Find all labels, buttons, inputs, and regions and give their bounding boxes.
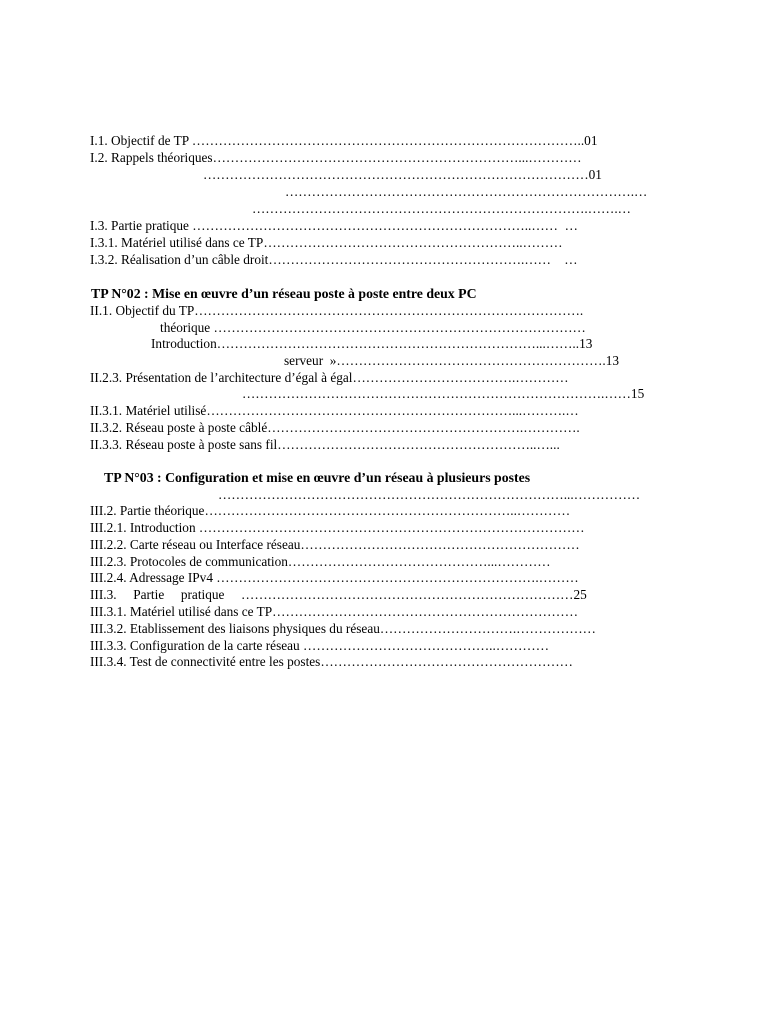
section-heading-tp02: TP N°02 : Mise en œuvre d’un réseau poste à poste entre deux PC [91,286,477,301]
toc-entry-II-1: II.1. Objectif du TP……………………………………………………………………………. [90,303,584,318]
toc-entry-II-2-3: II.2.3. Présentation de l’architecture d’égal à égal……………………………….………… [90,370,569,385]
toc-entry-III-2-2: III.2.2. Carte réseau ou Interface réseau……………………………………………………… [90,537,580,552]
toc-entry-II-3-2: II.3.2. Réseau poste à poste câblé………………………………………………….…………. [90,420,580,435]
toc-entry-I-2-sub-c: ………………………………………………………………….…….… [252,201,631,216]
toc-entry-I-2: I.2. Rappels théoriques……………………………………………………………...………… [90,150,582,165]
toc-entry-II-2-1: Introduction………………………………………………………………...……..13 [151,336,593,351]
toc-entry-III-3: III.3. Partie pratique …………………………………………………………………25 [90,587,587,602]
toc-entry-II-2: théorique ………………………………………………………………………… [160,320,586,335]
toc-entry-III-3-4: III.3.4. Test de connectivité entre les postes………………………………………………… [90,654,573,669]
toc-entry-III-3-2: III.3.2. Etablissement des liaisons physiques du réseau………………………….……………… [90,621,596,636]
toc-entry-III-2-4: III.2.4. Adressage IPv4 ……………………………………………………………….……… [90,570,579,585]
toc-entry-I-3-2: I.3.2. Réalisation d’un câble droit………………………………………………….…… … [90,252,578,267]
toc-entry-I-3: I.3. Partie pratique …………………………………………………………………..…… … [90,218,578,233]
toc-entry-III-2: III.2. Partie théorique……………………………………………………………..………… [90,503,571,518]
toc-entry-I-3-1: I.3.1. Matériel utilisé dans ce TP…………………………………………………..……… [90,235,563,250]
toc-entry-I-2-sub-a: ……………………………………………………………………………01 [203,167,602,182]
toc-entry-II-3-1: II.3.1. Matériel utilisé……………………………………………………………...……….… [90,403,579,418]
toc-entry-I-2-sub-b: …………………………………………………………………….… [285,184,648,199]
toc-entry-III-2-3: III.2.3. Protocoles de communication………………………………………...………… [90,554,551,569]
toc-entry-II-2-2: serveur »…………………………………………………….13 [284,353,619,368]
toc-entry-III-3-3: III.3.3. Configuration de la carte réseau ……………………………………..………… [90,638,550,653]
toc-entry-III-1: ……………………………………………………………………...…………… [218,487,641,502]
toc-entry-I-1: I.1. Objectif de TP ……………………………………………………………………………..01 [90,133,598,148]
toc-entry-II-3: ……………………………………………………………………….……15 [242,386,645,401]
toc-entry-II-3-3: II.3.3. Réseau poste à poste sans fil…………………………………………………..…... [90,437,560,452]
section-heading-tp03: TP N°03 : Configuration et mise en œuvre d’un réseau à plusieurs postes [104,470,531,485]
toc-entry-III-3-1: III.3.1. Matériel utilisé dans ce TP…………………………………………………………… [90,604,578,619]
toc-entry-III-2-1: III.2.1. Introduction …………………………………………………………………………… [90,520,585,535]
